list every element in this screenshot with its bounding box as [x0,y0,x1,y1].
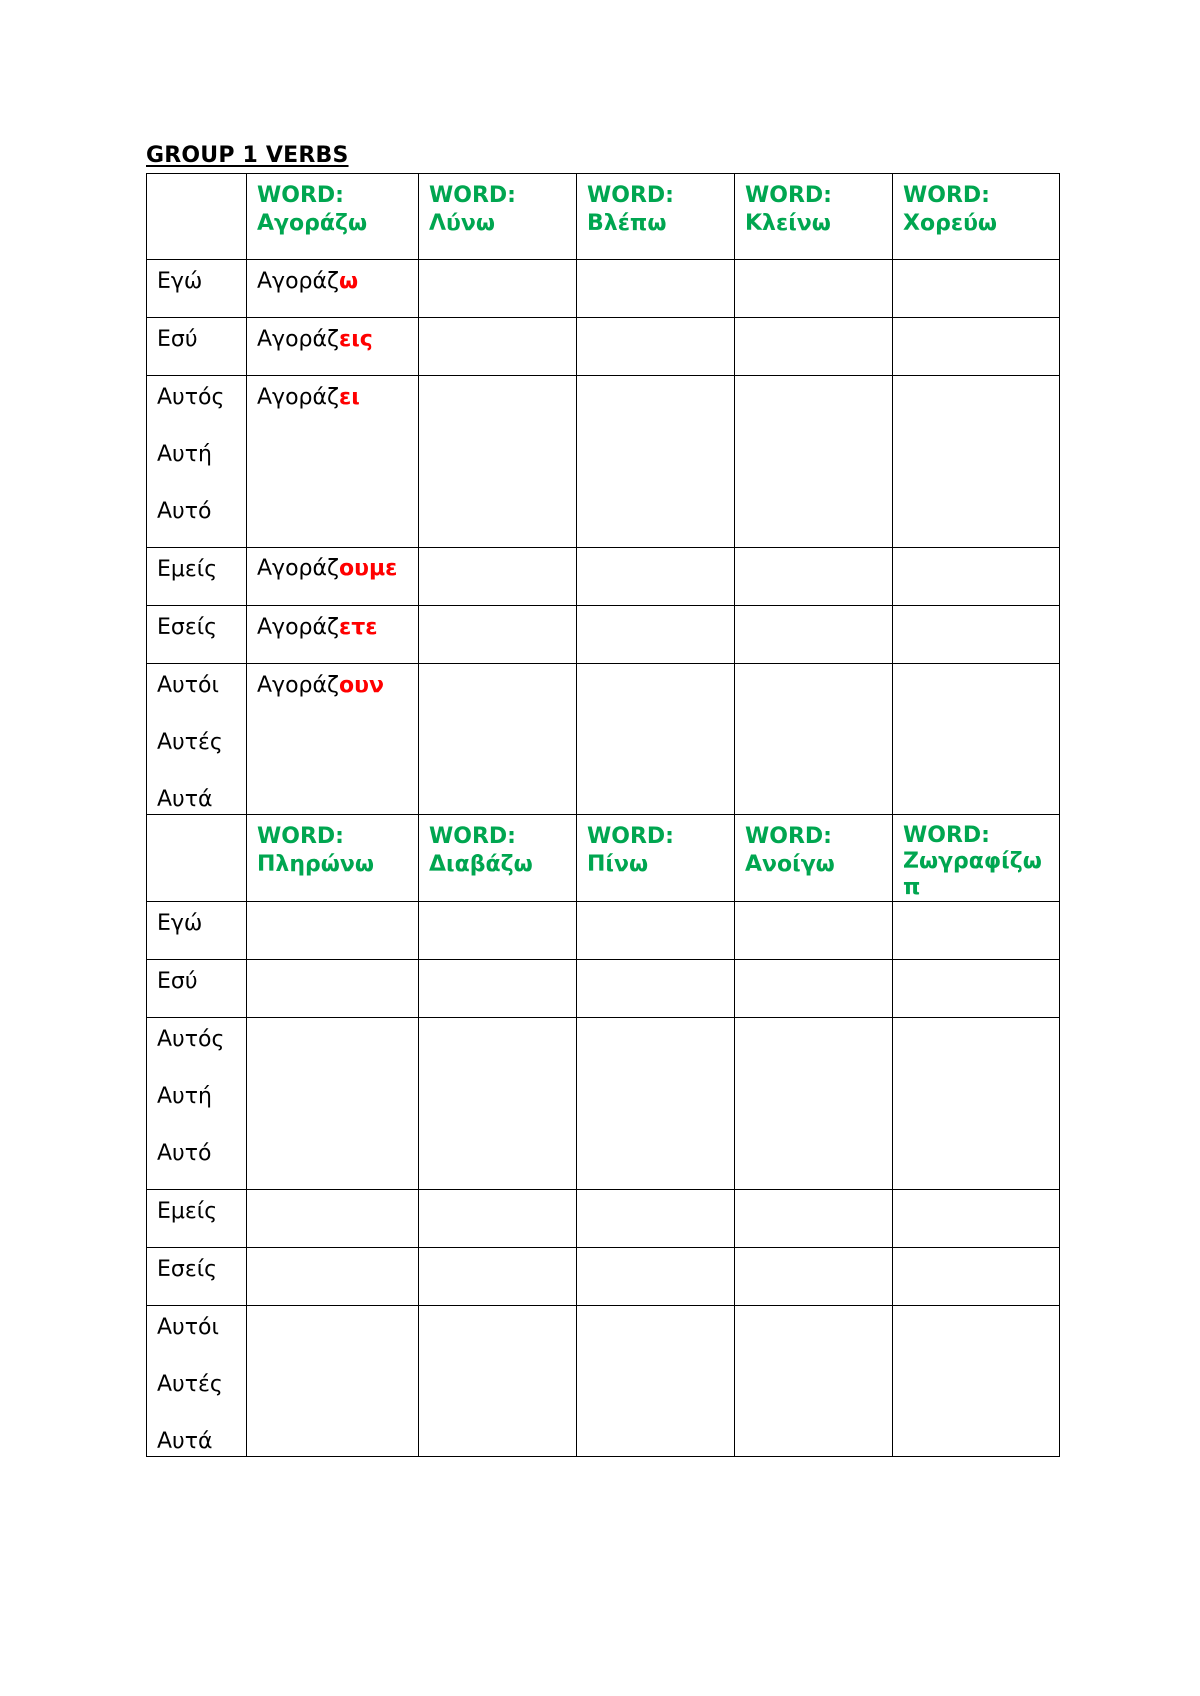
conjugation-row [147,548,1060,606]
conjugation-row [147,260,1060,318]
answer-cell[interactable] [735,1248,893,1306]
answer-cell[interactable] [735,376,893,548]
word-label: WORD: [429,824,516,849]
answer-cell[interactable] [893,548,1060,606]
conjugation-row [147,1248,1060,1306]
answer-cell[interactable] [419,548,577,606]
pronoun-cell [147,606,247,664]
answer-cell[interactable] [247,1018,419,1190]
pronoun: Αυτή [157,442,212,467]
conjugation-row [147,1306,1060,1457]
verb-header-cell [247,815,419,902]
answer-cell[interactable] [577,318,735,376]
answer-cell[interactable] [577,664,735,815]
answer-cell[interactable] [419,318,577,376]
verb-name: Ανοίγω [745,852,835,877]
verb-name: Ζωγραφίζω π [903,849,1042,900]
conjugation-row [147,376,1060,548]
pronoun-cell [147,548,247,606]
verb-ending: ετε [338,615,378,640]
pronoun-cell [147,1306,247,1457]
word-label: WORD: [903,183,990,208]
verb-header-cell [247,174,419,260]
answer-cell[interactable] [577,606,735,664]
verb-ending: ουν [338,673,384,698]
conjugation-row [147,606,1060,664]
example-form-cell [247,376,419,548]
page-title: GROUP 1 VERBS [146,143,349,168]
pronoun: Εσύ [157,327,198,352]
pronoun: Εσείς [157,1257,218,1282]
verb-header-cell [577,815,735,902]
pronoun-cell [147,1248,247,1306]
pronoun: Εγώ [157,911,203,936]
answer-cell[interactable] [419,960,577,1018]
word-label: WORD: [429,183,516,208]
verb-header-cell [735,174,893,260]
conjugation-table [146,173,1060,1457]
pronoun-cell [147,1018,247,1190]
answer-cell[interactable] [735,260,893,318]
pronoun: Αυτές [157,1372,223,1397]
verb-header-cell [893,174,1060,260]
word-label: WORD: [745,824,832,849]
answer-cell[interactable] [419,902,577,960]
answer-cell[interactable] [247,902,419,960]
answer-cell[interactable] [577,1306,735,1457]
example-form-cell [247,318,419,376]
answer-cell[interactable] [893,376,1060,548]
pronoun: Αυτός [157,1027,225,1052]
verb-header-cell [419,174,577,260]
verb-stem: Αγοράζ [257,327,339,352]
example-form-cell [247,606,419,664]
verb-name: Διαβάζω [429,852,533,877]
answer-cell[interactable] [735,318,893,376]
answer-cell[interactable] [893,606,1060,664]
answer-cell[interactable] [893,960,1060,1018]
verb-stem: Αγοράζ [257,385,339,410]
answer-cell[interactable] [735,548,893,606]
example-form-cell [247,664,419,815]
answer-cell[interactable] [577,1190,735,1248]
pronoun: Εσείς [157,615,218,640]
answer-cell[interactable] [893,1190,1060,1248]
verb-header-row [147,174,1060,260]
answer-cell[interactable] [577,1018,735,1190]
verb-name: Πίνω [587,852,649,877]
answer-cell[interactable] [419,260,577,318]
pronoun: Εμείς [157,557,218,582]
answer-cell[interactable] [247,960,419,1018]
pronoun-cell [147,664,247,815]
verb-stem: Αγοράζ [257,673,339,698]
answer-cell[interactable] [735,1190,893,1248]
answer-cell[interactable] [735,902,893,960]
verb-name: Λύνω [429,211,495,236]
conjugation-row [147,1018,1060,1190]
word-label: WORD: [745,183,832,208]
word-label: WORD: [257,183,344,208]
answer-cell[interactable] [735,960,893,1018]
verb-name: Βλέπω [587,211,667,236]
answer-cell[interactable] [577,902,735,960]
verb-header-cell [735,815,893,902]
pronoun: Εμείς [157,1199,218,1224]
pronoun-cell [147,902,247,960]
example-form-cell [247,548,419,606]
answer-cell[interactable] [735,664,893,815]
answer-cell[interactable] [893,1018,1060,1190]
answer-cell[interactable] [247,1248,419,1306]
conjugation-row [147,960,1060,1018]
pronoun-cell [147,376,247,548]
verb-name: Πληρώνω [257,852,374,877]
conjugation-row [147,318,1060,376]
verb-name: Αγοράζω [257,211,368,236]
pronoun: Αυτόι [157,1315,219,1340]
answer-cell[interactable] [893,318,1060,376]
answer-cell[interactable] [419,664,577,815]
answer-cell[interactable] [419,376,577,548]
pronoun: Αυτό [157,499,212,524]
conjugation-row [147,902,1060,960]
verb-ending: ουμε [338,556,398,581]
answer-cell[interactable] [893,260,1060,318]
pronoun: Αυτά [157,787,213,812]
answer-cell[interactable] [419,1248,577,1306]
pronoun: Αυτές [157,730,223,755]
pronoun: Αυτόι [157,673,219,698]
pronoun: Εσύ [157,969,198,994]
answer-cell[interactable] [419,1190,577,1248]
pronoun-cell [147,960,247,1018]
answer-cell[interactable] [577,376,735,548]
answer-cell[interactable] [893,1248,1060,1306]
pronoun-cell [147,260,247,318]
verb-header-cell [893,815,1060,902]
empty-corner-cell [147,815,247,902]
verb-name: Χορεύω [903,211,998,236]
answer-cell[interactable] [893,902,1060,960]
answer-cell[interactable] [577,260,735,318]
verb-header-cell [577,174,735,260]
verb-ending: ει [338,385,360,410]
answer-cell[interactable] [893,664,1060,815]
word-label: WORD: [587,824,674,849]
pronoun: Αυτός [157,385,225,410]
verb-header-cell [419,815,577,902]
answer-cell[interactable] [247,1190,419,1248]
answer-cell[interactable] [735,1306,893,1457]
answer-cell[interactable] [419,1306,577,1457]
pronoun-cell [147,1190,247,1248]
answer-cell[interactable] [577,960,735,1018]
example-form-cell [247,260,419,318]
verb-ending: ω [338,269,359,294]
answer-cell[interactable] [577,548,735,606]
verb-ending: εις [338,327,373,352]
pronoun: Αυτή [157,1084,212,1109]
answer-cell[interactable] [577,1248,735,1306]
word-label: WORD: [257,824,344,849]
verb-stem: Αγοράζ [257,556,339,581]
answer-cell[interactable] [735,606,893,664]
verb-name: Κλείνω [745,211,831,236]
verb-stem: Αγοράζ [257,615,339,640]
answer-cell[interactable] [419,1018,577,1190]
pronoun: Αυτά [157,1429,213,1454]
answer-cell[interactable] [247,1306,419,1457]
conjugation-row [147,664,1060,815]
pronoun: Εγώ [157,269,203,294]
pronoun: Αυτό [157,1141,212,1166]
verb-stem: Αγοράζ [257,269,339,294]
answer-cell[interactable] [735,1018,893,1190]
conjugation-row [147,1190,1060,1248]
word-label: WORD: [903,823,990,848]
pronoun-cell [147,318,247,376]
empty-corner-cell [147,174,247,260]
verb-header-row [147,815,1060,902]
answer-cell[interactable] [419,606,577,664]
answer-cell[interactable] [893,1306,1060,1457]
word-label: WORD: [587,183,674,208]
